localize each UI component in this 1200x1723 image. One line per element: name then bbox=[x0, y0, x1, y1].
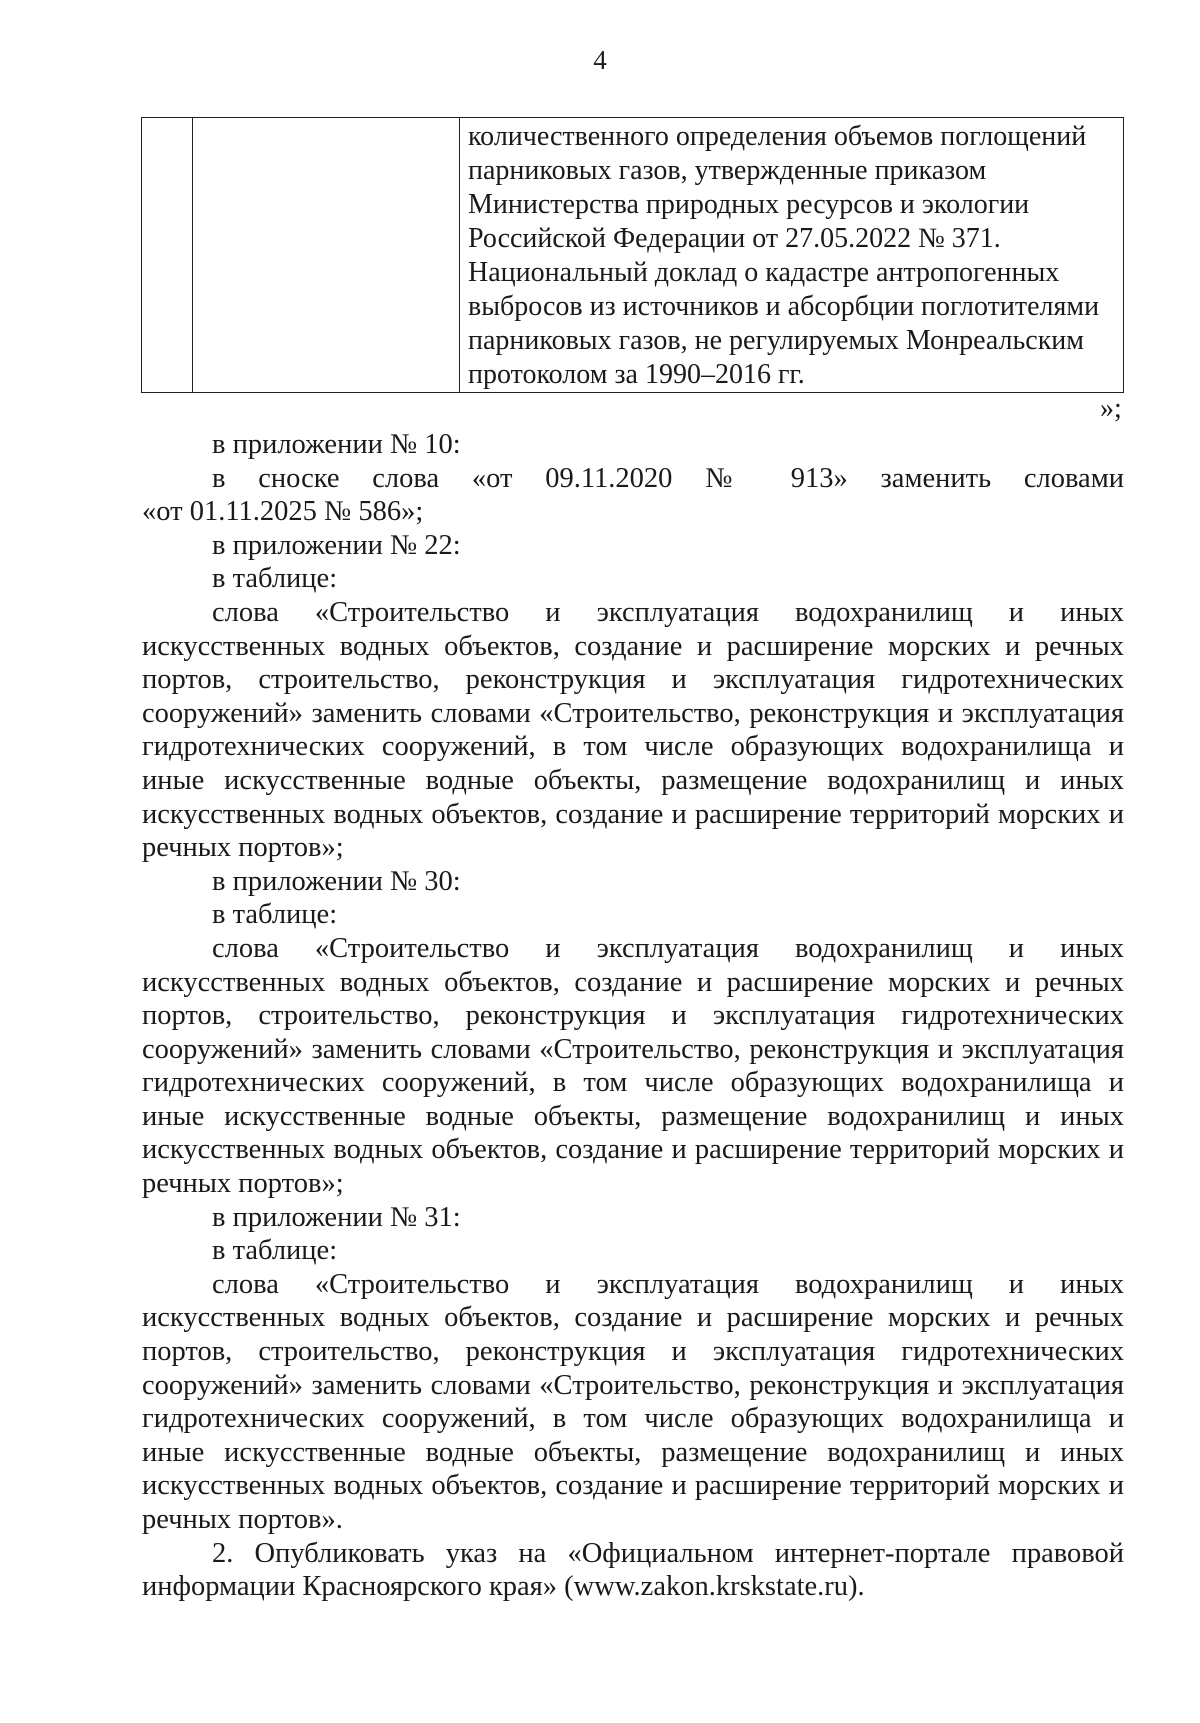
cell-line: протоколом за 1990–2016 гг. bbox=[468, 359, 805, 390]
text-line: иные искусственные водные объекты, размещение водохранилищ и иных bbox=[142, 764, 1124, 796]
text-line: в приложении № 31: bbox=[212, 1201, 461, 1233]
text-line: портов, строительство, реконструкция и эксплуатация гидротехнических bbox=[142, 1336, 1124, 1368]
table-cell-number bbox=[142, 118, 193, 393]
cell-line: Национальный доклад о кадастре антропогенных bbox=[468, 257, 1060, 288]
text-line: иные искусственные водные объекты, размещение водохранилищ и иных bbox=[142, 1436, 1124, 1468]
cell-line: Министерства природных ресурсов и экологии bbox=[468, 189, 1030, 220]
text-line: в таблице: bbox=[212, 1235, 338, 1267]
text-line: речных портов»; bbox=[142, 832, 344, 864]
body-text bbox=[142, 428, 1124, 1604]
text-line: искусственных водных объектов, создание и расширение морских и речных bbox=[142, 630, 1124, 662]
table-cell-sources bbox=[460, 118, 1124, 393]
cell-line: Российской Федерации от 27.05.2022 № 371. bbox=[468, 223, 1001, 254]
text-line: иные искусственные водные объекты, размещение водохранилищ и иных bbox=[142, 1100, 1124, 1132]
text-line: гидротехнических сооружений, в том числе образующих водохранилища и bbox=[142, 1403, 1124, 1435]
text-line: в приложении № 10: bbox=[212, 429, 461, 460]
cell-line: парниковых газов, не регулируемых Монреальским bbox=[468, 325, 1084, 356]
page-number: 4 bbox=[593, 45, 607, 75]
text-line: в таблице: bbox=[212, 899, 338, 931]
text-line: портов, строительство, реконструкция и эксплуатация гидротехнических bbox=[142, 664, 1124, 696]
text-line: слова «Строительство и эксплуатация водохранилищ и иных bbox=[212, 932, 1124, 964]
text-line: искусственных водных объектов, создание и расширение территорий морских и bbox=[142, 798, 1124, 830]
text-line: в таблице: bbox=[212, 563, 338, 595]
text-line: искусственных водных объектов, создание и расширение территорий морских и bbox=[142, 1470, 1124, 1502]
text-line: искусственных водных объектов, создание и расширение морских и речных bbox=[142, 1302, 1124, 1334]
text-line: речных портов»; bbox=[142, 1168, 344, 1200]
cell-line: количественного определения объемов поглощений bbox=[468, 121, 1087, 152]
text-line: сооружений» заменить словами «Строительство, реконструкция и эксплуатация bbox=[142, 1369, 1124, 1401]
cell-line: выбросов из источников и абсорбции поглотителями bbox=[468, 291, 1100, 322]
text-line: гидротехнических сооружений, в том числе образующих водохранилища и bbox=[142, 1067, 1124, 1099]
text-line: искусственных водных объектов, создание и расширение территорий морских и bbox=[142, 1134, 1124, 1166]
continuation-table bbox=[141, 117, 1124, 393]
text-line: «от 01.11.2025 № 586»; bbox=[142, 496, 424, 528]
text-line: портов, строительство, реконструкция и эксплуатация гидротехнических bbox=[142, 1000, 1124, 1032]
closing-quote: »; bbox=[1100, 393, 1122, 424]
text-line: речных портов». bbox=[142, 1504, 343, 1535]
text-line: искусственных водных объектов, создание и расширение морских и речных bbox=[142, 966, 1124, 998]
text-line: информации Красноярского края» (www.zakon.krskstate.ru). bbox=[142, 1571, 865, 1603]
text-line: слова «Строительство и эксплуатация водохранилищ и иных bbox=[212, 596, 1124, 628]
text-line: в приложении № 22: bbox=[212, 529, 461, 561]
text-line: слова «Строительство и эксплуатация водохранилищ и иных bbox=[212, 1268, 1124, 1300]
text-line: в приложении № 30: bbox=[212, 865, 461, 897]
text-line: сооружений» заменить словами «Строительство, реконструкция и эксплуатация bbox=[142, 697, 1124, 729]
text-line: 2. Опубликовать указ на «Официальном интернет-портале правовой bbox=[212, 1537, 1124, 1569]
text-line: гидротехнических сооружений, в том числе образующих водохранилища и bbox=[142, 731, 1124, 763]
table-row bbox=[142, 118, 1124, 393]
text-line: сооружений» заменить словами «Строительство, реконструкция и эксплуатация bbox=[142, 1033, 1124, 1065]
cell-line: парниковых газов, утвержденные приказом bbox=[468, 155, 987, 186]
table-cell-name bbox=[193, 118, 460, 393]
text-line: в сноске слова «от 09.11.2020 № 913» заменить словами bbox=[212, 462, 1124, 494]
